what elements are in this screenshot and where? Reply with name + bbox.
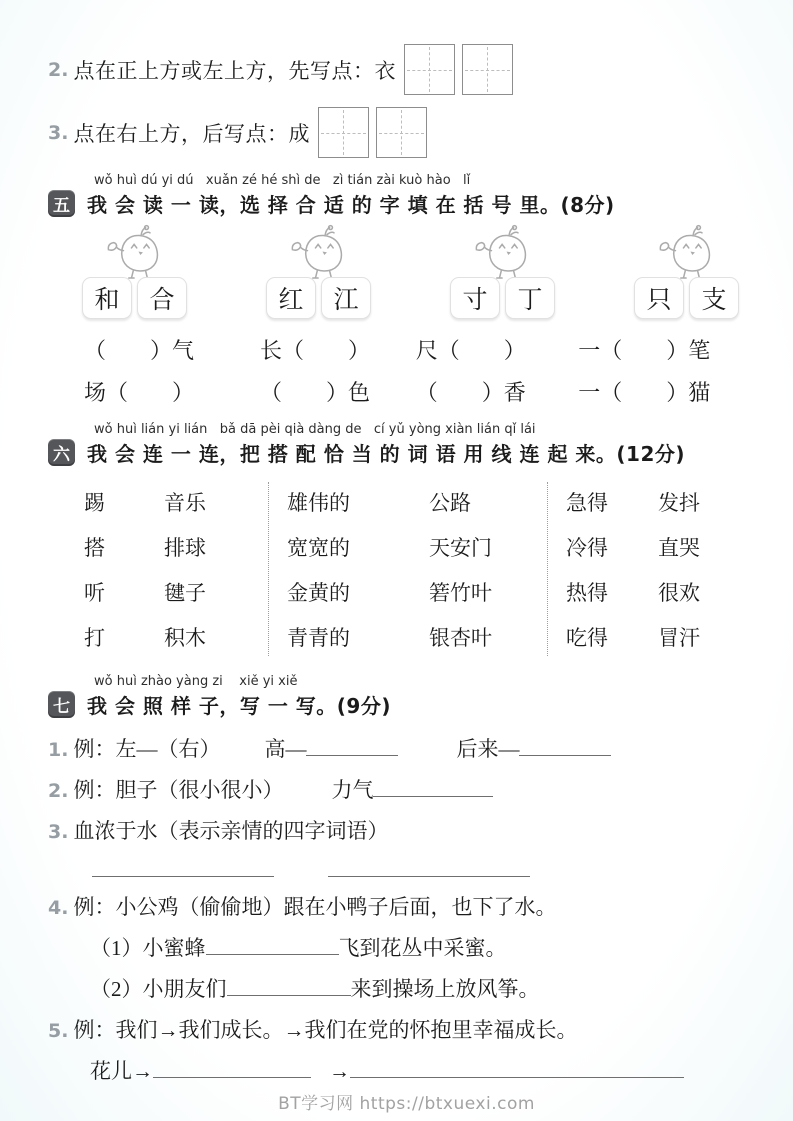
question-2: [48, 774, 765, 804]
item-text: 点在正上方或左上方，先写点：衣: [73, 58, 396, 83]
char-group-1: [82, 224, 187, 319]
match-word: 排球: [164, 535, 206, 560]
char-card: 合: [137, 277, 187, 319]
char-group-3: [450, 224, 555, 319]
char-card: 支: [689, 277, 739, 319]
item-number: 2.: [48, 780, 69, 802]
stroke-item-3: [48, 107, 765, 158]
match-word: 吃得: [566, 625, 608, 650]
match-word: 公路: [429, 490, 471, 515]
bracket-blank: 长（ ）: [260, 338, 371, 363]
match-word: 直哭: [658, 535, 700, 560]
bracket-blank: 一（ ）笔: [578, 338, 711, 363]
section-6-title: 我 会 连 一 连，把 搭 配 恰 当 的 词 语 用 线 连 起 来。(12分): [87, 442, 686, 466]
char-group-2: [266, 224, 371, 319]
question-4: [48, 891, 765, 921]
match-column-results: [658, 479, 748, 659]
match-word: 金黄的: [287, 580, 350, 605]
stroke-item-2: [48, 44, 765, 95]
match-word: 冷得: [566, 535, 608, 560]
char-group-4: [634, 224, 739, 319]
match-word: 音乐: [164, 490, 206, 515]
match-word: 打: [84, 625, 105, 650]
char-card: 江: [321, 277, 371, 319]
answer-blank: [153, 1063, 311, 1078]
char-card: 和: [82, 277, 132, 319]
match-word: 踢: [84, 490, 105, 515]
char-card: 寸: [450, 277, 500, 319]
bracket-blanks: [48, 334, 765, 407]
match-column-verbs: [84, 479, 164, 659]
bracket-blank: 场（ ）: [84, 380, 195, 405]
question-3: [48, 815, 765, 845]
answer-blank: [92, 862, 274, 877]
section-6-pinyin: wǒ huì lián yi lián bǎ dā pèi qià dàng de cí yǔ yòng xiàn lián qǐ lái: [94, 422, 536, 437]
match-column-states: [548, 479, 658, 659]
character-choice-groups: [48, 224, 765, 319]
question-4-sub-2: [48, 973, 765, 1003]
section-5-pinyin: wǒ huì dú yi dú xuǎn zé hé shì de zì tián zài kuò hào lǐ: [94, 173, 471, 188]
question-example: 例：我们→我们成长。→我们在党的怀抱里幸福成长。: [73, 1018, 578, 1042]
match-column-adjectives: [269, 479, 415, 659]
question-text: 血浓于水（表示亲情的四字词语）: [73, 819, 389, 843]
section-7-title: 我 会 照 样 子，写 一 写。(9分): [87, 694, 391, 718]
answer-blank: [373, 782, 493, 797]
question-5: [48, 1014, 765, 1044]
sub-question-text: 飞到花丛中采蜜。: [338, 936, 507, 960]
question-prompt: 力气: [331, 778, 374, 802]
item-number: 3.: [48, 121, 69, 144]
char-card: 丁: [505, 277, 555, 319]
section-7-badge: 七: [48, 691, 75, 718]
item-number: 1.: [48, 739, 69, 761]
bracket-blank: （ ）气: [84, 338, 195, 363]
match-word: 积木: [164, 625, 206, 650]
char-card: 红: [266, 277, 316, 319]
writing-grid: [318, 107, 369, 158]
item-number: 4.: [48, 897, 69, 919]
matching-exercise: [84, 479, 765, 659]
watermark-footer: BT学习网 https://btxuexi.com: [278, 1094, 535, 1114]
char-card: 只: [634, 277, 684, 319]
question-example: 例：胆子（很小很小）: [73, 778, 284, 802]
writing-grid: [376, 107, 427, 158]
writing-grid-group: [318, 107, 427, 158]
writing-grid-group: [404, 44, 513, 95]
match-column-objects: [164, 479, 268, 659]
section-6: [48, 422, 765, 467]
match-word: 热得: [566, 580, 608, 605]
writing-grid: [462, 44, 513, 95]
bracket-blank: （ ）香: [415, 380, 526, 405]
answer-blank: [206, 940, 339, 955]
answer-blank: [227, 981, 351, 996]
match-word: 搭: [84, 535, 105, 560]
bracket-blank: 尺（ ）: [415, 338, 526, 363]
match-word: 天安门: [429, 535, 492, 560]
question-example: 例：左—（右）: [73, 737, 221, 761]
match-word: 发抖: [658, 490, 700, 515]
item-number: 3.: [48, 821, 69, 843]
match-word: 很欢: [658, 580, 700, 605]
item-number: 2.: [48, 58, 69, 81]
match-column-nouns: [415, 479, 547, 659]
match-word: 雄伟的: [287, 490, 350, 515]
answer-blank: [350, 1063, 684, 1078]
match-word: 宽宽的: [287, 535, 350, 560]
bracket-blank: 一（ ）猫: [578, 380, 711, 405]
question-example: 例：小公鸡（偷偷地）跟在小鸭子后面，也下了水。: [73, 895, 557, 919]
item-text: 点在右上方，后写点：成: [73, 121, 310, 146]
question-prompt: 高—: [264, 737, 307, 761]
match-word: 毽子: [164, 580, 206, 605]
match-word: 箬竹叶: [429, 580, 492, 605]
section-7: [48, 674, 765, 719]
section-5-title: 我 会 读 一 读，选 择 合 适 的 字 填 在 括 号 里。(8分): [87, 193, 615, 217]
question-3-answer-lines: [48, 862, 765, 877]
section-5-badge: 五: [48, 190, 75, 217]
question-1: [48, 733, 765, 763]
arrow-glyph: →: [329, 1059, 350, 1083]
section-7-pinyin: wǒ huì zhào yàng zi xiě yi xiě: [94, 674, 298, 689]
item-number: 5.: [48, 1020, 69, 1042]
sub-question-text: （2）小朋友们: [90, 977, 227, 1001]
answer-blank: [519, 741, 611, 756]
section-5: [48, 173, 765, 218]
match-word: 冒汗: [658, 625, 700, 650]
answer-blank: [306, 741, 398, 756]
bracket-blank: （ ）色: [260, 380, 371, 405]
question-prompt: 后来—: [456, 737, 520, 761]
answer-blank: [328, 862, 530, 877]
question-prompt: 花儿→: [90, 1059, 153, 1083]
match-word: 青青的: [287, 625, 350, 650]
question-4-sub-1: [48, 932, 765, 962]
match-word: 银杏叶: [429, 625, 492, 650]
section-6-badge: 六: [48, 439, 75, 466]
sub-question-text: （1）小蜜蜂: [90, 936, 206, 960]
question-5-answer-row: [48, 1055, 765, 1085]
sub-question-text: 来到操场上放风筝。: [350, 977, 540, 1001]
match-word: 听: [84, 580, 105, 605]
writing-grid: [404, 44, 455, 95]
match-word: 急得: [566, 490, 608, 515]
